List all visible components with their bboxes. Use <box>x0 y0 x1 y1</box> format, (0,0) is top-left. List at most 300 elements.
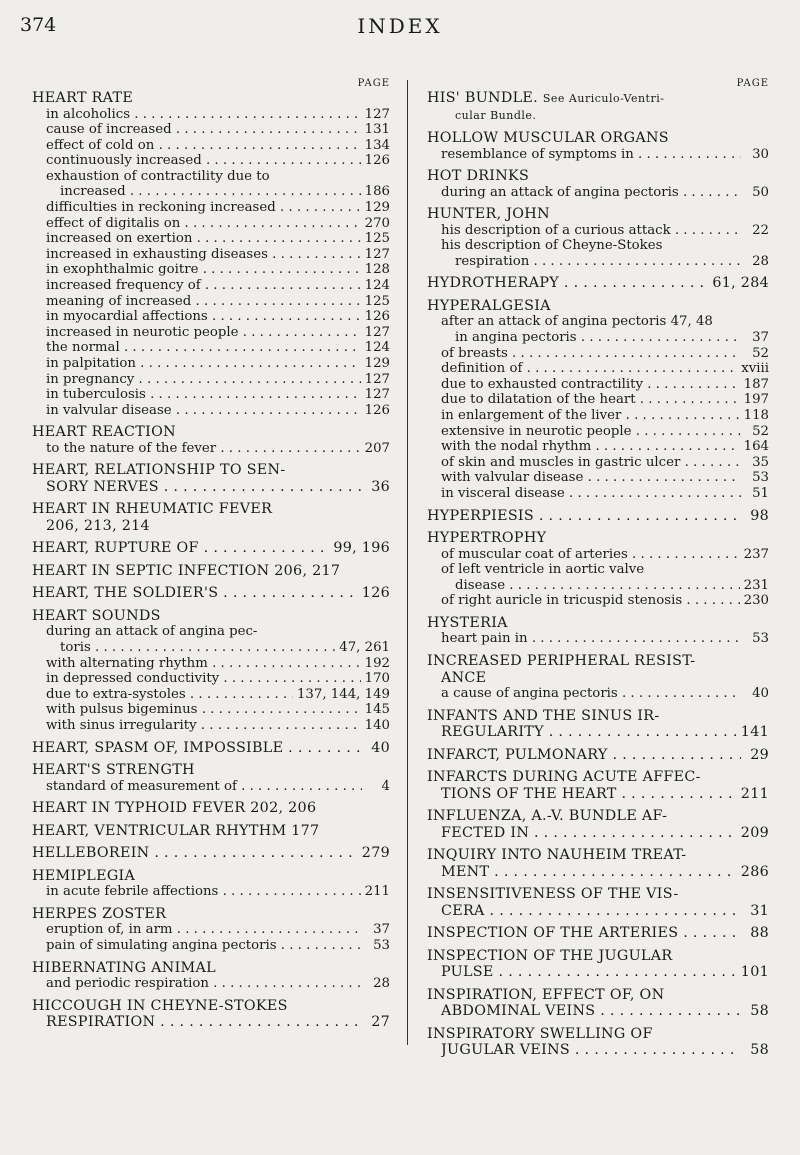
index-entry <box>427 615 769 647</box>
index-heading-text: HOT DRINKS <box>427 168 530 185</box>
index-entry <box>427 168 769 200</box>
subentry-text: during an attack of angina pectoris . . <box>441 185 741 201</box>
index-heading-cont <box>427 1042 769 1059</box>
index-heading <box>32 740 390 757</box>
index-entry <box>32 540 390 557</box>
index-heading-cont-page: 211 <box>740 785 769 802</box>
index-entry <box>427 847 769 880</box>
subentry-text: increased . . <box>60 184 361 200</box>
subentry-page: 170 <box>364 671 390 687</box>
index-heading-cont-page: 286 <box>740 863 769 880</box>
subentry-text: standard of measurement of . . <box>46 779 362 795</box>
subentry-text: heart pain in . . <box>441 631 741 647</box>
index-entry <box>427 747 769 764</box>
page-header <box>0 14 800 42</box>
subentry-page: 37 <box>373 922 390 938</box>
index-heading <box>427 808 769 825</box>
subentry-page: 192 <box>364 655 390 671</box>
subentry <box>32 309 390 325</box>
index-heading-cont-page: 58 <box>750 1042 769 1059</box>
heading-label: HIS' BUNDLE. <box>427 90 538 106</box>
index-heading-cont <box>427 1003 769 1020</box>
index-heading <box>32 563 390 580</box>
subentry-text: of muscular coat of arteries . . <box>441 547 740 563</box>
index-heading-text: HYSTERIA <box>427 614 508 631</box>
index-heading <box>427 275 769 292</box>
index-heading-cont-page: 27 <box>371 1014 390 1031</box>
subentry-text: meaning of increased . . <box>46 294 361 310</box>
index-heading-text: HYPERPIESIS . . <box>427 508 741 525</box>
index-heading <box>32 540 390 557</box>
subentry-text: in exophthalmic goitre . . <box>46 262 361 278</box>
subentry <box>32 262 390 278</box>
subentry-page: 40 <box>752 686 769 702</box>
index-entry <box>427 653 769 702</box>
index-heading <box>427 1026 769 1043</box>
subentry <box>427 578 769 594</box>
index-heading-text: INSPIRATORY SWELLING OF <box>427 1025 653 1042</box>
index-heading-page: 99, 196 <box>333 540 390 557</box>
index-heading-cont-text: TIONS OF THE HEART . . <box>441 786 737 803</box>
subentry <box>32 169 390 185</box>
index-entry <box>427 987 769 1020</box>
subentry <box>427 346 769 362</box>
subentry-page: 52 <box>752 345 769 361</box>
subentry <box>427 330 769 346</box>
subentry-text: exhaustion of contractility due to <box>46 168 270 184</box>
index-heading <box>427 925 769 942</box>
index-heading-cont-text: RESPIRATION . . <box>46 1014 362 1031</box>
index-entry <box>32 462 390 495</box>
subentry-text: with valvular disease . . <box>441 470 741 486</box>
subentry-page: 53 <box>752 470 769 486</box>
subentry <box>427 223 769 239</box>
subentry-text: in acute febrile affections . . <box>46 884 361 900</box>
index-heading <box>32 424 390 441</box>
subentry-page: 145 <box>364 702 390 718</box>
subentry-page: 30 <box>752 146 769 162</box>
subentry-text: with alternating rhythm . . <box>46 656 361 672</box>
index-entry <box>32 845 390 862</box>
index-heading <box>427 530 769 547</box>
subentry-page: 53 <box>373 937 390 953</box>
index-heading-text: INSENSITIVENESS OF THE VIS- <box>427 886 679 903</box>
subentry-text: in palpitation . . <box>46 356 361 372</box>
subentry-text: in alcoholics . . <box>46 107 361 123</box>
subentry-text: increased frequency of . . <box>46 278 361 294</box>
index-entry <box>427 275 769 292</box>
index-entry <box>32 90 390 418</box>
subentry-text: of left ventricle in aortic valve <box>441 562 645 578</box>
index-entry <box>427 508 769 525</box>
index-heading-text: INSPIRATION, EFFECT OF, ON <box>427 986 665 1003</box>
index-heading-page: 126 <box>361 585 390 602</box>
subentry <box>32 938 390 954</box>
index-heading-text: HYPERALGESIA <box>427 297 551 314</box>
subentry-text: in visceral disease . . <box>441 486 741 502</box>
index-heading-text: HERPES ZOSTER <box>32 905 167 922</box>
subentry-page: 50 <box>752 184 769 200</box>
subentry-text: increased in exhausting diseases . . <box>46 247 361 263</box>
subentry-page: 52 <box>752 423 769 439</box>
index-heading-cont <box>427 864 769 881</box>
index-heading <box>32 960 390 977</box>
subentry-page: 47, 261 <box>339 640 390 656</box>
subentry-page: 126 <box>364 402 390 418</box>
index-entry <box>427 1026 769 1059</box>
index-heading <box>32 868 390 885</box>
index-heading-cont-text: 206, 213, 214 <box>46 517 150 534</box>
subentry <box>427 392 769 408</box>
subentry-page: 207 <box>364 440 390 456</box>
subentry-page: 125 <box>364 293 390 309</box>
index-heading-cont-text: JUGULAR VEINS . . <box>441 1042 741 1059</box>
index-heading-text: HEART'S STRENGTH <box>32 762 195 779</box>
subentry-text: due to extra-systoles . . <box>46 687 293 703</box>
subentry <box>427 470 769 486</box>
subentry <box>32 356 390 372</box>
subentry-text: extensive in neurotic people . . <box>441 424 741 440</box>
subentry <box>32 671 390 687</box>
index-heading <box>32 608 390 625</box>
index-heading <box>427 298 769 315</box>
subentry-text: continuously increased . . <box>46 153 361 169</box>
index-heading <box>427 206 769 223</box>
subentry <box>427 147 769 163</box>
subentry-page: 127 <box>364 324 390 340</box>
subentry <box>32 153 390 169</box>
page-column-label: PAGE <box>736 78 769 89</box>
subentry-page: 127 <box>364 106 390 122</box>
page-column-label: PAGE <box>357 78 390 89</box>
index-heading <box>32 998 390 1015</box>
index-heading-text: HEART IN RHEUMATIC FEVER <box>32 501 273 518</box>
subentry-page: 270 <box>364 215 390 231</box>
subentry-text: and periodic respiration . . <box>46 976 362 992</box>
subentry <box>32 372 390 388</box>
index-heading <box>32 762 390 779</box>
subentry <box>32 184 390 200</box>
index-heading-cont <box>427 670 769 687</box>
index-entry <box>427 708 769 741</box>
index-heading <box>427 90 769 108</box>
subentry-text: with sinus irregularity . . <box>46 718 361 734</box>
index-heading-text: INFANTS AND THE SINUS IR- <box>427 707 660 724</box>
subentry <box>32 976 390 992</box>
subentry-page: 126 <box>364 153 390 169</box>
index-heading-page: 279 <box>361 845 390 862</box>
subentry-text: cause of increased . . <box>46 122 361 138</box>
index-entry <box>32 800 390 817</box>
index-entry <box>32 998 390 1031</box>
subentry-page: 53 <box>752 631 769 647</box>
index-heading-text: HIBERNATING ANIMAL <box>32 959 216 976</box>
subentry-page: 230 <box>743 593 769 609</box>
subentry-page: 4 <box>381 778 390 794</box>
index-heading-cont <box>32 479 390 496</box>
subentry <box>32 441 390 457</box>
index-heading <box>427 747 769 764</box>
index-entry <box>427 808 769 841</box>
index-heading-text: HEART, RELATIONSHIP TO SEN- <box>32 462 286 479</box>
index-heading-cont <box>427 903 769 920</box>
index-entry <box>32 960 390 992</box>
subentry-page: 37 <box>752 330 769 346</box>
subentry-page: 164 <box>743 439 769 455</box>
subentry <box>32 340 390 356</box>
subentry-text: with pulsus bigeminus . . <box>46 702 361 718</box>
subentry <box>427 486 769 502</box>
index-heading-cont-text: MENT . . <box>441 864 737 881</box>
running-title: INDEX <box>357 14 443 38</box>
subentry-page: 127 <box>364 387 390 403</box>
subentry-text: due to exhausted contractility . . <box>441 377 740 393</box>
subentry <box>32 702 390 718</box>
subentry-page: 186 <box>364 184 390 200</box>
index-heading-text: HEART IN TYPHOID FEVER 202, 206 <box>32 800 317 817</box>
index-entry <box>427 130 769 162</box>
subentry-page: 51 <box>752 486 769 501</box>
subentry <box>427 377 769 393</box>
subentry-page: 131 <box>364 122 390 138</box>
index-heading <box>427 130 769 147</box>
index-heading-cont-page: 141 <box>740 724 769 741</box>
subentry <box>32 779 390 795</box>
index-entry <box>32 868 390 900</box>
index-heading <box>32 906 390 923</box>
heading-text <box>427 90 769 108</box>
column-divider <box>407 80 408 1045</box>
index-heading-text: HYDROTHERAPY . . <box>427 275 708 292</box>
index-heading-cont-page: 36 <box>371 478 390 495</box>
index-heading-text: HEART REACTION <box>32 424 176 441</box>
index-heading-text: INSPECTION OF THE ARTERIES . . <box>427 925 741 942</box>
index-heading-cont <box>427 825 769 842</box>
subentry <box>32 656 390 672</box>
subentry-page: 22 <box>752 222 769 238</box>
subentry-text: difficulties in reckoning increased . . <box>46 200 361 216</box>
index-heading <box>427 708 769 725</box>
subentry-text: after an attack of angina pectoris 47, 48 <box>441 314 713 330</box>
subentry-text: his description of a curious attack . . <box>441 223 741 239</box>
index-heading-text: INFLUENZA, A.-V. BUNDLE AF- <box>427 808 668 825</box>
subentry-text: in valvular disease . . <box>46 403 361 419</box>
subentry <box>427 361 769 377</box>
index-heading-cont <box>427 724 769 741</box>
subentry <box>427 547 769 563</box>
index-heading-text: HOLLOW MUSCULAR ORGANS <box>427 130 669 146</box>
index-entry <box>32 762 390 794</box>
subentry-page: 129 <box>364 200 390 216</box>
subentry-text: disease . . <box>455 578 740 594</box>
subentry <box>32 278 390 294</box>
subentry <box>32 200 390 216</box>
subentry-text: in tuberculosis . . <box>46 387 361 403</box>
subentry-text: of skin and muscles in gastric ulcer . . <box>441 455 741 471</box>
subentry-page: 125 <box>364 231 390 247</box>
subentry-text: with the nodal rhythm . . <box>441 439 740 455</box>
subentry <box>427 238 769 254</box>
index-heading-text: INSPECTION OF THE JUGULAR <box>427 947 673 964</box>
index-entry <box>32 563 390 580</box>
subentry <box>32 884 390 900</box>
index-heading-page: 88 <box>750 925 769 942</box>
subentry-text: in myocardial affections . . <box>46 309 361 325</box>
index-entry <box>427 298 769 502</box>
index-entry <box>32 740 390 757</box>
index-entry <box>32 585 390 602</box>
subentry-text: due to dilatation of the heart . . <box>441 392 740 408</box>
index-heading-cont-text: REGULARITY . . <box>441 724 737 741</box>
subentry <box>427 455 769 471</box>
subentry-page: 35 <box>752 454 769 470</box>
index-heading <box>32 462 390 479</box>
index-heading-text: HUNTER, JOHN <box>427 206 550 223</box>
index-heading-text: HEART RATE <box>32 90 134 106</box>
subentry <box>427 562 769 578</box>
subentry-text: respiration . . <box>455 254 741 270</box>
index-heading-page: 40 <box>371 739 390 756</box>
subentry-text: pain of simulating angina pectoris . . <box>46 938 362 954</box>
index-heading <box>427 769 769 786</box>
index-heading-cont-text: PULSE . . <box>441 964 737 981</box>
subentry <box>32 325 390 341</box>
subentry-page: 124 <box>364 278 390 294</box>
subentry-text: in angina pectoris . . <box>455 330 741 346</box>
subentry <box>32 107 390 123</box>
subentry-text: increased in neurotic people . . <box>46 325 361 341</box>
index-heading-cont-text: ABDOMINAL VEINS . . <box>441 1003 741 1020</box>
subentry-page: 127 <box>364 371 390 387</box>
subentry-page: 124 <box>364 340 390 356</box>
index-heading-cont <box>32 1014 390 1031</box>
subentry-page: xviii <box>741 361 769 377</box>
index-heading-text: INFARCT, PULMONARY . . <box>427 747 741 764</box>
subentry-page: 197 <box>743 392 769 408</box>
subentry-text: effect of digitalis on . . <box>46 216 361 232</box>
index-entry <box>427 206 769 269</box>
subentry <box>32 687 390 703</box>
subentry-text: in depressed conductivity . . <box>46 671 361 687</box>
subentry-text: in enlargement of the liver . . <box>441 408 740 424</box>
subentry-page: 128 <box>364 262 390 278</box>
subentry-page: 137, 144, 149 <box>296 686 390 702</box>
page-number: 374 <box>20 14 57 36</box>
index-entry <box>427 530 769 609</box>
index-heading <box>427 615 769 632</box>
subentry <box>427 686 769 702</box>
subentry <box>32 247 390 263</box>
subentry <box>32 122 390 138</box>
index-heading-text: HEART, THE SOLDIER'S . . <box>32 585 358 602</box>
subentry <box>427 254 769 270</box>
subentry <box>32 640 390 656</box>
index-heading <box>427 948 769 965</box>
index-heading-text: HEART, SPASM OF, IMPOSSIBLE . . <box>32 740 362 757</box>
subentry-text: to the nature of the fever . . <box>46 441 361 457</box>
subentry <box>427 593 769 609</box>
index-heading <box>427 653 769 670</box>
right-column <box>427 78 769 1059</box>
subentry-page: 28 <box>752 253 769 269</box>
index-heading-cont-page: 209 <box>740 824 769 841</box>
index-heading-cont-page: 58 <box>750 1003 769 1020</box>
index-heading <box>427 508 769 525</box>
index-heading-cont <box>32 518 390 535</box>
index-entry <box>427 925 769 942</box>
index-heading-text: HYPERTROPHY <box>427 530 547 547</box>
index-heading <box>32 585 390 602</box>
index-entry <box>427 769 769 802</box>
subentry-page: 237 <box>743 546 769 562</box>
subentry-text: resemblance of symptoms in . . <box>441 147 741 163</box>
subentry-page: 134 <box>364 137 390 153</box>
index-heading-text: HICCOUGH IN CHEYNE-STOKES <box>32 997 288 1014</box>
index-heading-cont-text: CERA . . <box>441 903 741 920</box>
index-heading-text: HEART, RUPTURE OF . . <box>32 540 329 557</box>
index-entry <box>32 823 390 840</box>
subentry <box>427 439 769 455</box>
index-heading-cont-text: FECTED IN . . <box>441 825 737 842</box>
subentry-text: eruption of, in arm . . <box>46 922 362 938</box>
index-heading <box>32 90 390 107</box>
index-heading <box>32 845 390 862</box>
index-heading <box>32 800 390 817</box>
subentry <box>32 216 390 232</box>
subentry-page: 126 <box>364 309 390 325</box>
see-reference-cont-text: cular Bundle. <box>455 108 537 122</box>
subentry-text: of right auricle in tricuspid stenosis . . <box>441 593 740 609</box>
subentry <box>427 314 769 330</box>
index-heading <box>32 501 390 518</box>
index-heading-text: HEART, VENTRICULAR RHYTHM 177 <box>32 822 320 839</box>
subentry <box>32 624 390 640</box>
subentry <box>32 922 390 938</box>
index-heading-page: 29 <box>750 746 769 763</box>
subentry <box>32 718 390 734</box>
index-heading-text: HELLEBOREIN . . <box>32 845 358 862</box>
subentry-page: 28 <box>373 976 390 991</box>
index-heading-text: INFARCTS DURING ACUTE AFFEC- <box>427 769 701 786</box>
see-reference: See Auriculo-Ventri- <box>542 92 665 105</box>
index-heading-text: INQUIRY INTO NAUHEIM TREAT- <box>427 847 687 864</box>
index-entry <box>32 501 390 534</box>
subentry <box>427 408 769 424</box>
subentry-text: increased on exertion . . <box>46 231 361 247</box>
subentry-text: the normal . . <box>46 340 361 356</box>
subentry-text: his description of Cheyne-Stokes <box>441 238 663 254</box>
subentry <box>427 424 769 440</box>
subentry <box>427 185 769 201</box>
index-heading-text: INCREASED PERIPHERAL RESIST- <box>427 653 696 670</box>
subentry <box>32 294 390 310</box>
index-heading-text: HEART SOUNDS <box>32 607 161 624</box>
subentry-text: in pregnancy . . <box>46 372 361 388</box>
subentry <box>32 138 390 154</box>
subentry-page: 231 <box>743 577 769 593</box>
subentry <box>32 231 390 247</box>
index-heading <box>427 168 769 185</box>
subentry-text: toris . . <box>60 640 335 656</box>
index-heading <box>427 847 769 864</box>
see-reference-cont <box>427 108 769 125</box>
index-heading-cont <box>427 786 769 803</box>
subentry-page: 187 <box>743 376 769 392</box>
subentry <box>427 631 769 647</box>
subentry <box>32 387 390 403</box>
index-heading-cont <box>427 964 769 981</box>
subentry-text: during an attack of angina pec- <box>46 624 258 640</box>
